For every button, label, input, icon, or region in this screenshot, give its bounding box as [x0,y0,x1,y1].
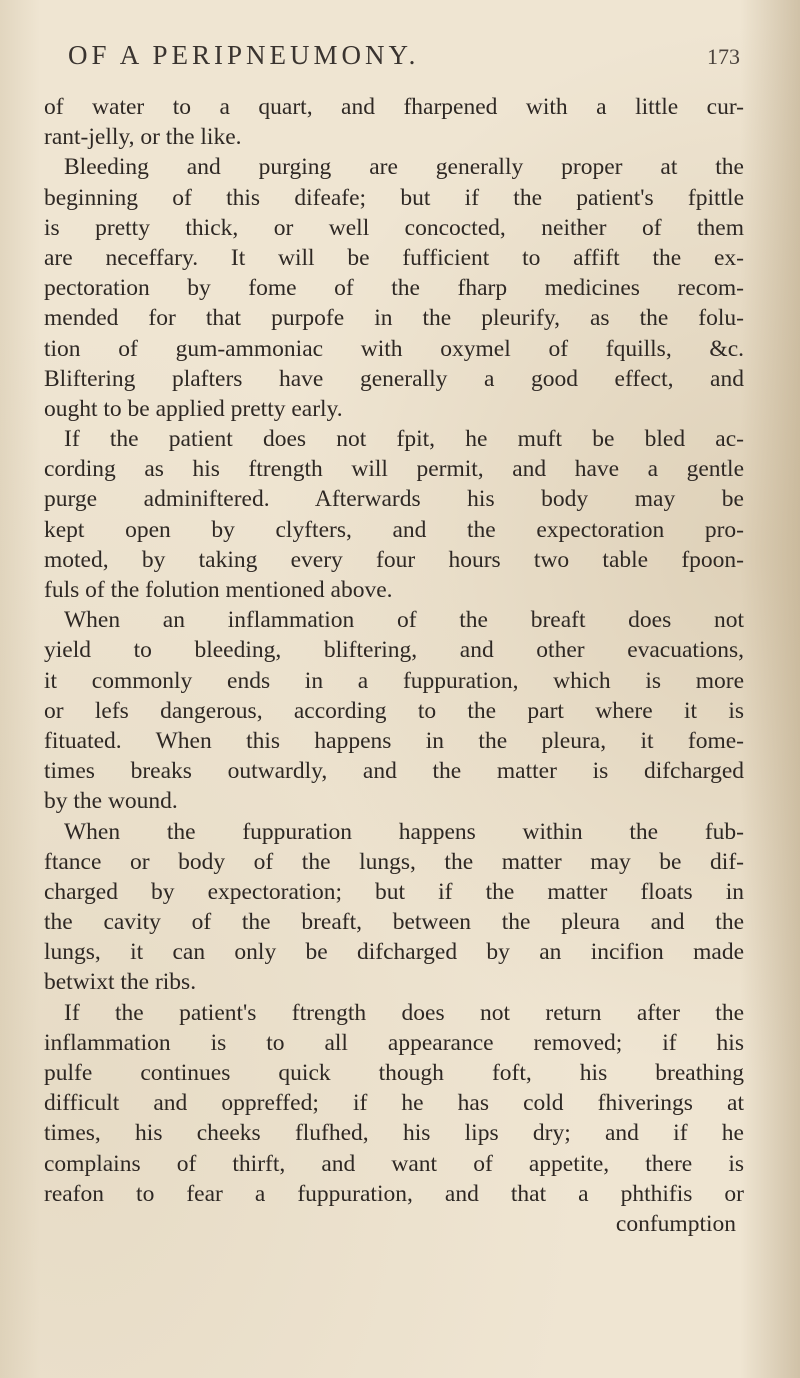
paragraph-start-line: If the patient's ftrength does not return after the [64,999,744,1026]
text-line: by the wound. [44,788,178,815]
paragraph-start-line: If the patient does not fpit, he muft be bled ac- [64,426,744,453]
book-page [44,40,744,1239]
text-line: moted, by taking every four hours two table fpoon- [44,546,744,573]
text-line: difficult and oppreffed; if he has cold fhiverings at [44,1090,744,1117]
text-line: pulfe continues quick though foft, his breathing [44,1060,744,1086]
text-line: mended for that purpofe in the pleurify, as the folu- [44,305,744,332]
text-line: beginning of this difeafe; but if the patient's fpittle [44,184,744,211]
text-line: it commonly ends in a fuppuration, which is more [44,667,744,694]
text-line: of water to a quart, and fharpened with a little cur- [44,94,744,120]
text-line: ought to be applied pretty early. [44,395,343,422]
text-line: the cavity of the breaft, between the pleura and the [44,909,744,936]
text-line: Bliftering plafters have generally a good effect, and [44,365,744,392]
text-line: fuls of the folution mentioned above. [44,577,393,603]
paragraph-start-line: When an inflammation of the breaft does not [64,607,744,634]
text-line: purge adminiftered. Afterwards his body may be [44,486,744,513]
text-line: reafon to fear a fuppuration, and that a phthifis or [44,1180,744,1207]
paragraph-start-line: Bleeding and purging are generally proper at the [64,154,744,181]
text-line: yield to bleeding, bliftering, and other evacuations, [44,637,744,664]
running-title: OF A PERIPNEUMONY. [68,40,420,70]
paragraph-start-line: When the fuppuration happens within the fub- [64,818,744,845]
text-line: charged by expectoration; but if the matter floats in [44,878,744,905]
text-line: kept open by clyfters, and the expectoration pro- [44,516,744,543]
text-line: are neceffary. It will be fufficient to affift the ex- [44,244,744,271]
text-line: rant-jelly, or the like. [44,124,242,151]
catchword: confumption [615,1210,736,1237]
page-number: 173 [707,44,740,69]
text-line: pectoration by fome of the fharp medicines recom- [44,275,744,302]
running-head [44,40,744,86]
text-line: lungs, it can only be difcharged by an incifion made [44,939,744,966]
text-line: times, his cheeks flufhed, his lips dry; and if he [44,1120,744,1147]
text-line: or lefs dangerous, according to the part where it is [44,697,744,724]
text-line: cording as his ftrength will permit, and have a gentle [44,456,744,483]
text-line: tion of gum-ammoniac with oxymel of fquills, &c. [44,335,744,362]
text-line: betwixt the ribs. [44,969,197,996]
text-line: times breaks outwardly, and the matter is difcharged [44,758,744,785]
text-line: complains of thirft, and want of appetite, there is [44,1150,744,1177]
text-line: ftance or body of the lungs, the matter may be dif- [44,848,744,875]
text-line: inflammation is to all appearance removed; if his [44,1029,744,1056]
text-line: fituated. When this happens in the pleura, it fome- [44,727,744,754]
text-line: is pretty thick, or well concocted, neither of them [44,214,744,241]
body-text [44,92,744,1239]
